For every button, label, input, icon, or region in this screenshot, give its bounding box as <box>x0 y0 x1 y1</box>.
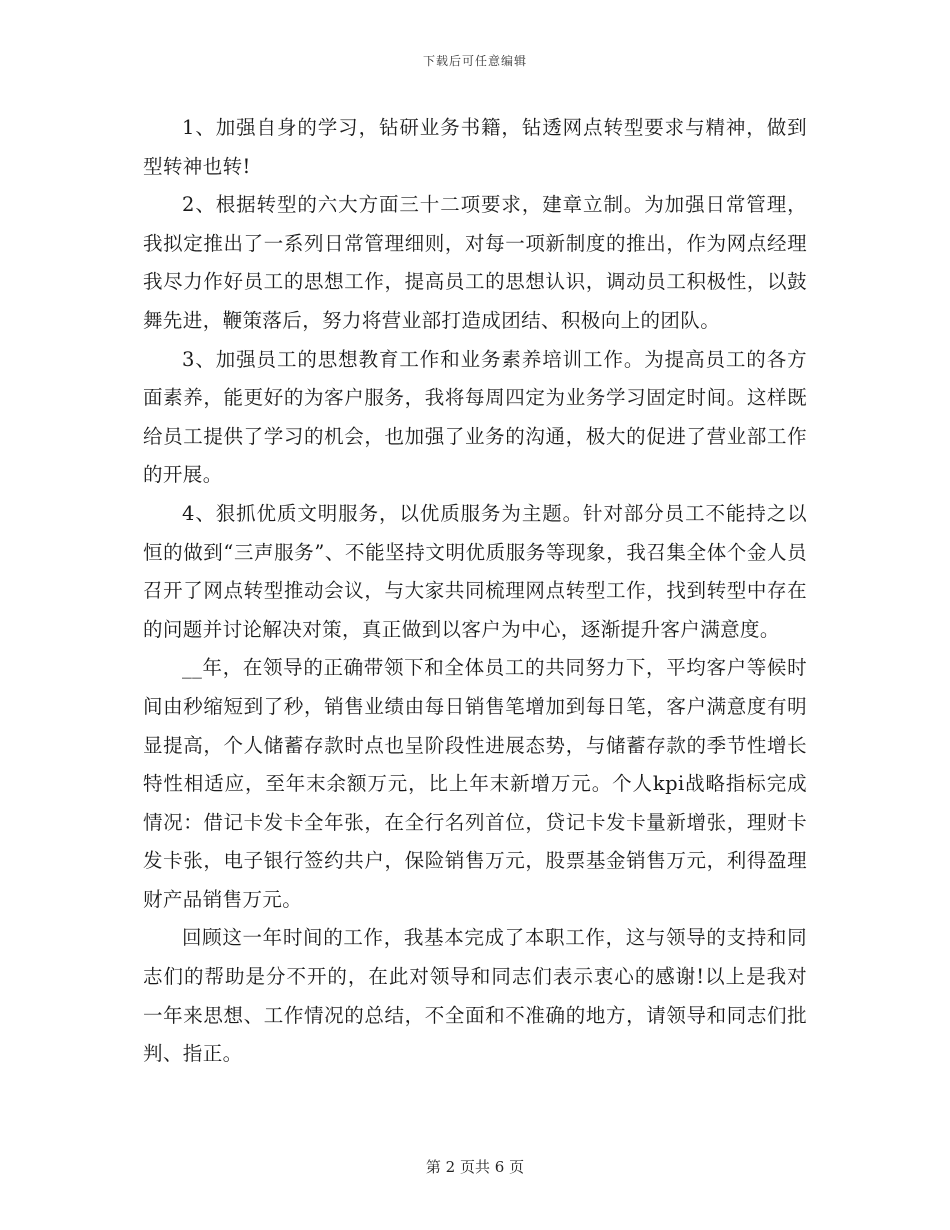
paragraph-2: 2、根据转型的六大方面三十二项要求，建章立制。为加强日常管理，我拟定推出了一系列日常管理细则，对每一项新制度的推出，作为网点经理我尽力作好员工的思想工作，提高员工的思想认识，调动员工积极性，以鼓舞先进，鞭策落后，努力将营业部打造成团结、积极向上的团队。 <box>143 193 807 332</box>
page-header: 下载后可任意编辑 <box>422 54 527 68</box>
paragraph-3: 3、加强员工的思想教育工作和业务素养培训工作。为提高员工的各方面素养，能更好的为客户服务，我将每周四定为业务学习固定时间。这样既给员工提供了学习的机会，也加强了业务的沟通，极大的促进了营业部工作的开展。 <box>143 347 807 487</box>
page-number: 第 2 页共 6 页 <box>425 1158 525 1176</box>
paragraph-6: 回顾这一年时间的工作，我基本完成了本职工作，这与领导的支持和同志们的帮助是分不开的，在此对领导和同志们表示衷心的感谢!以上是我对一年来思想、工作情况的总结，不全面和不准确的地方，请领导和同志们批判、指正。 <box>143 926 807 1066</box>
paragraph-4: 4、狠抓优质文明服务，以优质服务为主题。针对部分员工不能持之以恒的做到“三声服务”、不能坚持文明优质服务等现象，我召集全体个金人员召开了网点转型推动会议，与大家共同梳理网点转型工作，找到转型中存在的问题并讨论解决对策，真正做到以客户为中心，逐渐提升客户满意度。 <box>143 501 807 641</box>
paragraph-5: __年，在领导的正确带领下和全体员工的共同努力下，平均客户等候时间由秒缩短到了秒，销售业绩由每日销售笔增加到每日笔，客户满意度有明显提高，个人储蓄存款时点也呈阶段性进展态势，与储蓄存款的季节性增长特性相适应，至年末余额万元，比上年末新增万元。个人kpi战略指标完成情况：借记卡发卡全年张，在全行名列首位，贷记卡发卡量新增张，理财卡发卡张，电子银行签约共户，保险销售万元，股票基金销售万元，利得盈理财产品销售万元。 <box>143 656 807 911</box>
document-body <box>143 109 807 1074</box>
paragraph-1: 1、加强自身的学习，钻研业务书籍，钻透网点转型要求与精神，做到型转神也转! <box>143 116 807 178</box>
